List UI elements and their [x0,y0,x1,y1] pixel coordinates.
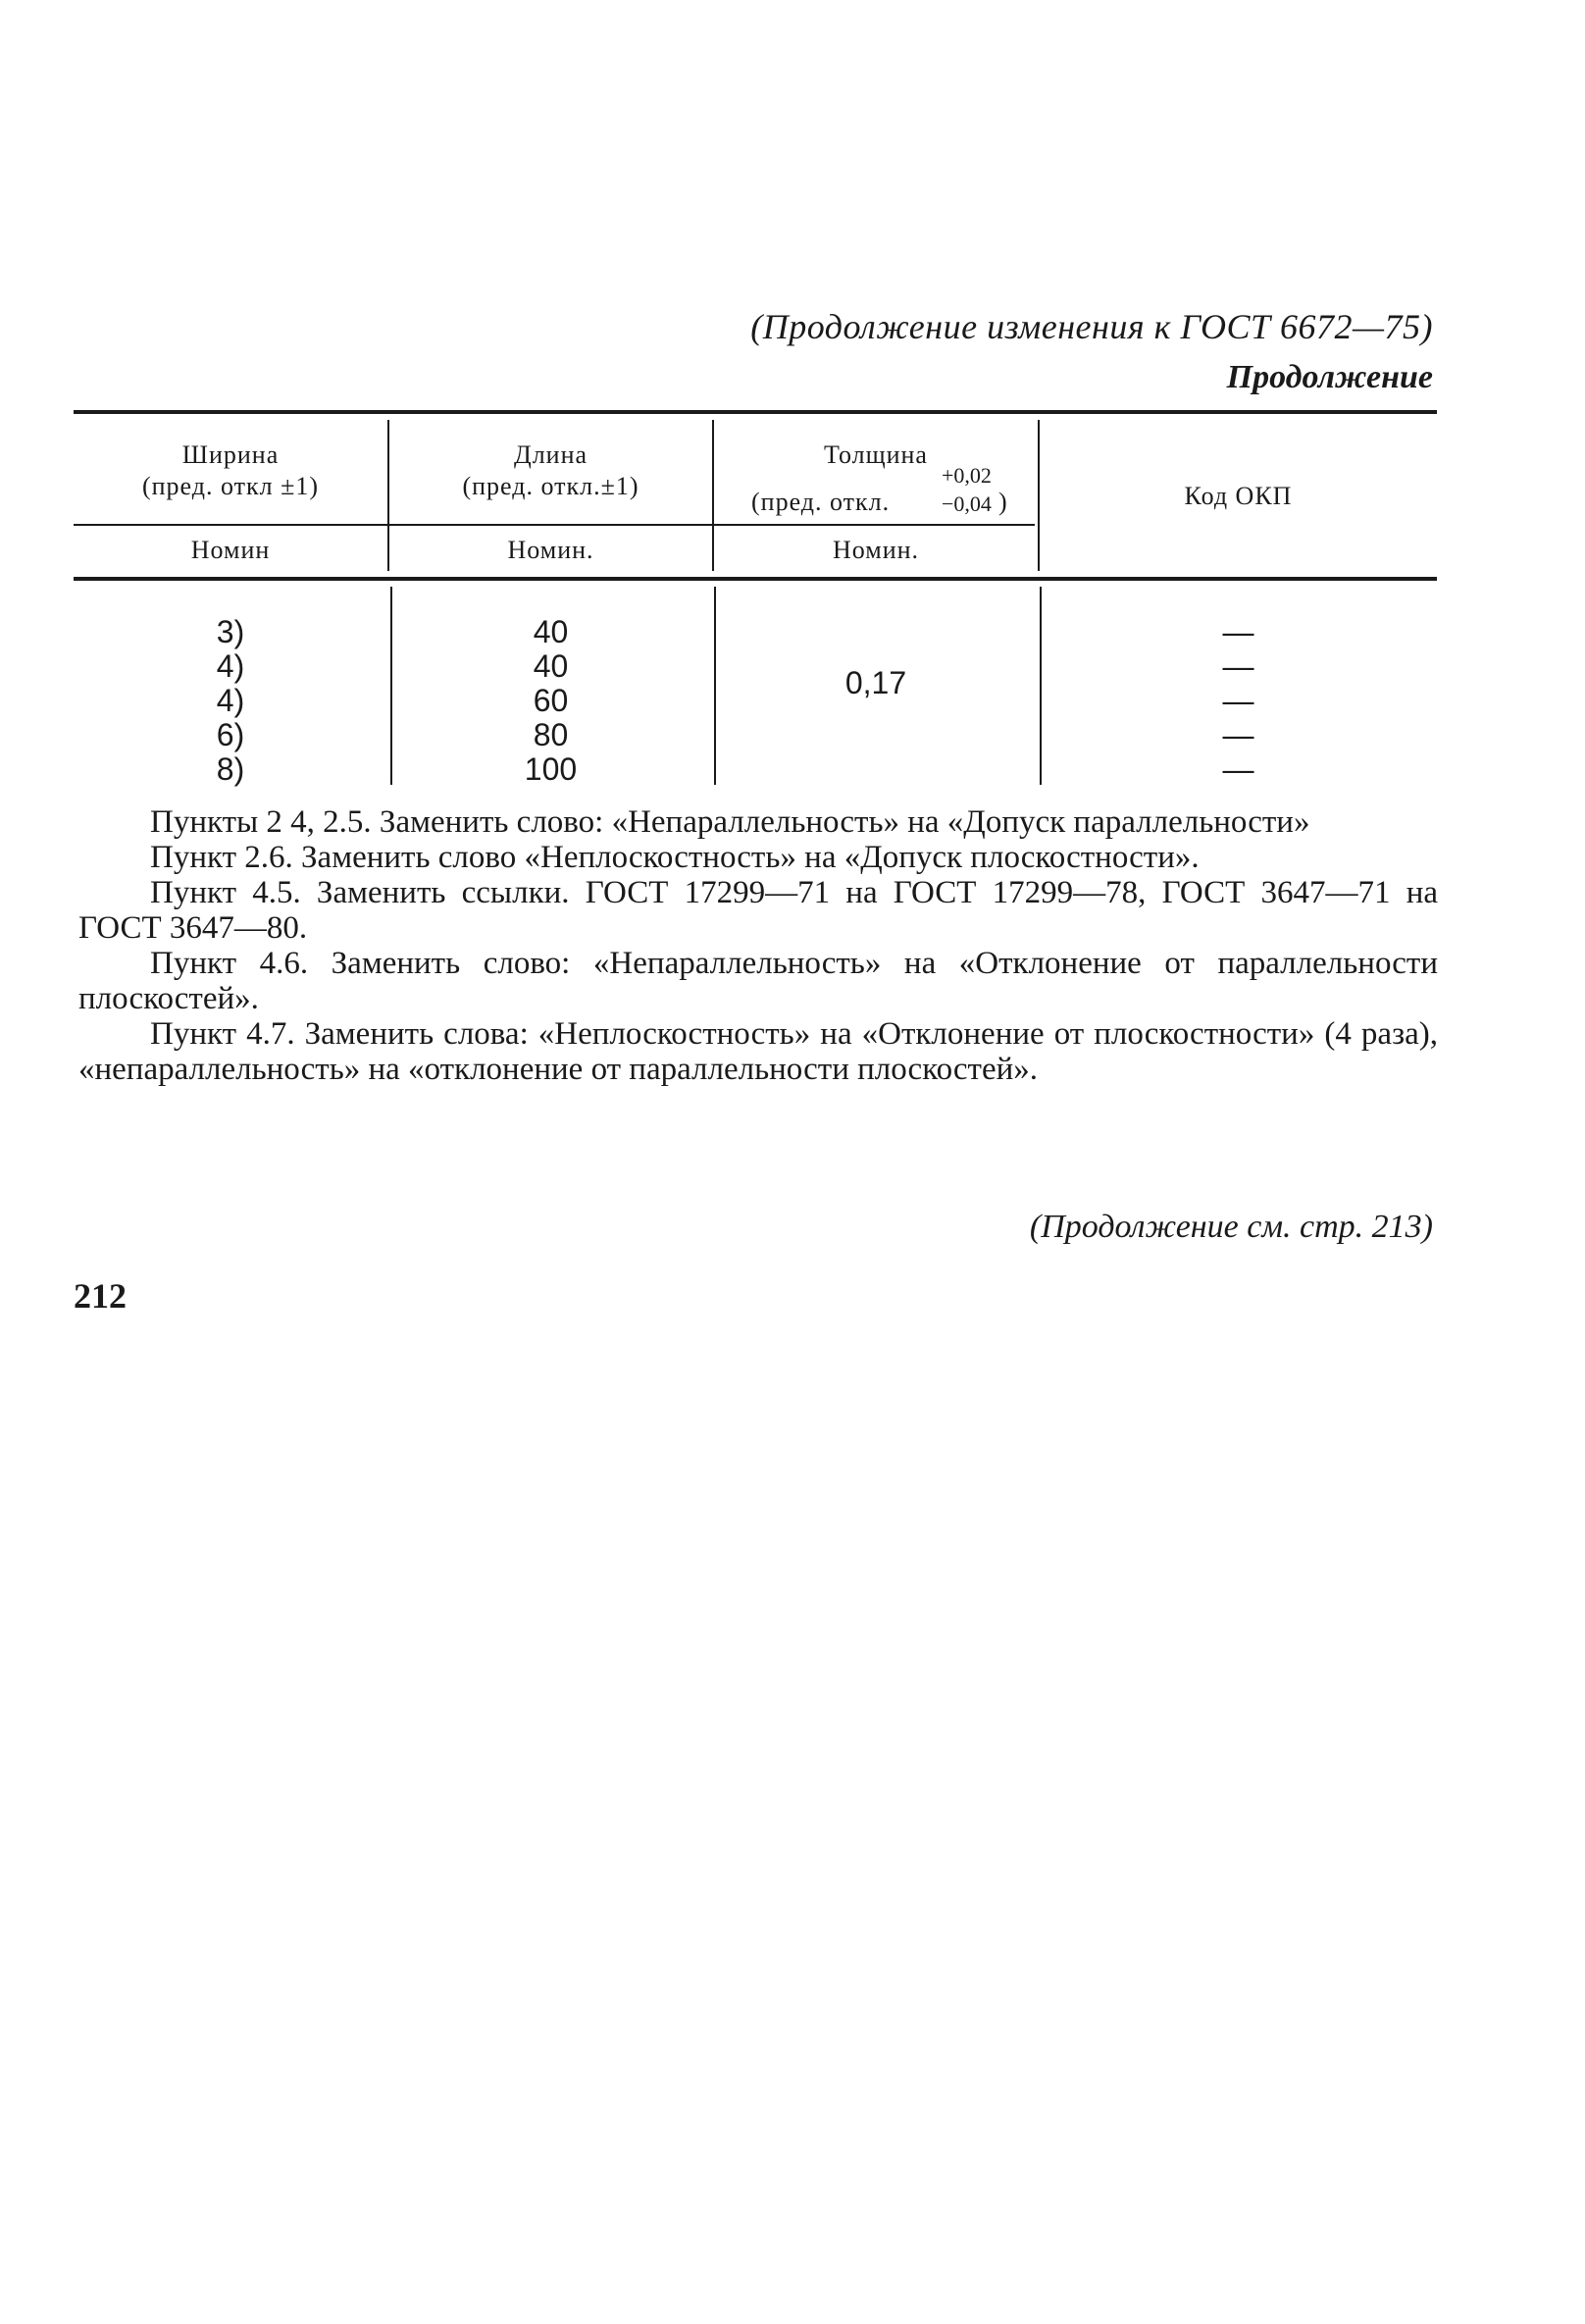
paragraph-item-4-6: Пункт 4.6. Заменить слово: «Непараллельность» на «Отклонение от параллельности плоскостей». [78,946,1438,1016]
table-cell: 100 [524,751,578,787]
paragraph-item-4-5: Пункт 4.5. Заменить ссылки. ГОСТ 17299—71 на ГОСТ 17299—78, ГОСТ 3647—71 на ГОСТ 3647—80. [78,875,1438,946]
column-title-length: Длина [513,440,588,469]
table-cell: 6) [216,717,245,752]
table-cell: — [1222,683,1254,718]
amendment-text [78,804,1438,1087]
column-nominal-thickness: Номин. [832,536,920,564]
continuation-note: (Продолжение см. стр. 213) [1029,1209,1433,1245]
table-cell: 3) [216,614,245,649]
table-cell: — [1222,751,1254,787]
column-header-length [389,439,712,502]
table-top-rule [74,410,1437,414]
column-tolerance-width: (пред. откл ±1) [141,472,320,500]
column-header-width [74,439,387,502]
table-cell: 4) [216,648,245,684]
table-cell: — [1222,717,1254,752]
table-cell: 80 [533,717,569,752]
okp-values [1040,615,1437,787]
column-header-okp: Код ОКП [1184,482,1293,510]
column-tolerance-length: (пред. откл.±1) [462,472,639,500]
length-values [389,615,712,787]
paragraph-item-2-4: Пункты 2 4, 2.5. Заменить слово: «Непараллельность» на «Допуск параллельности» [150,804,1310,840]
paragraph-item-4-7: Пункт 4.7. Заменить слова: «Неплоскостность» на «Отклонение от плоскостности» (4 раза), «непараллельность» на «отклонение от параллельности плоскостей». [78,1016,1438,1087]
width-values [74,615,387,787]
column-nominal-length: Номин. [507,536,594,564]
table-cell: 60 [533,683,569,718]
thickness-tolerance-minus: −0,04 [942,491,992,516]
table-header-bottom-rule [74,577,1437,581]
table-cell: 40 [533,614,569,649]
column-title-thickness: Толщина [824,440,928,469]
table-cell: 40 [533,648,569,684]
page-number: 212 [74,1276,127,1316]
table-cell: 8) [216,751,245,787]
table-cell: — [1222,648,1254,684]
table-cell: — [1222,614,1254,649]
column-nominal-width: Номин [190,536,271,564]
column-title-width: Ширина [181,440,280,469]
thickness-tolerance-plus: +0,02 [942,463,992,488]
continuation-label: Продолжение [1226,359,1433,395]
column-tolerance-thickness-suffix: ) [998,488,1008,516]
column-tolerance-thickness-prefix: (пред. откл. [751,488,891,516]
paragraph-item-2-6: Пункт 2.6. Заменить слово «Неплоскостность» на «Допуск плоскостности». [150,840,1200,875]
continuation-title: (Продолжение изменения к ГОСТ 6672—75) [750,307,1433,346]
table-cell: 4) [216,683,245,718]
thickness-value: 0,17 [844,665,907,700]
table-header-mid-rule [74,524,1035,526]
